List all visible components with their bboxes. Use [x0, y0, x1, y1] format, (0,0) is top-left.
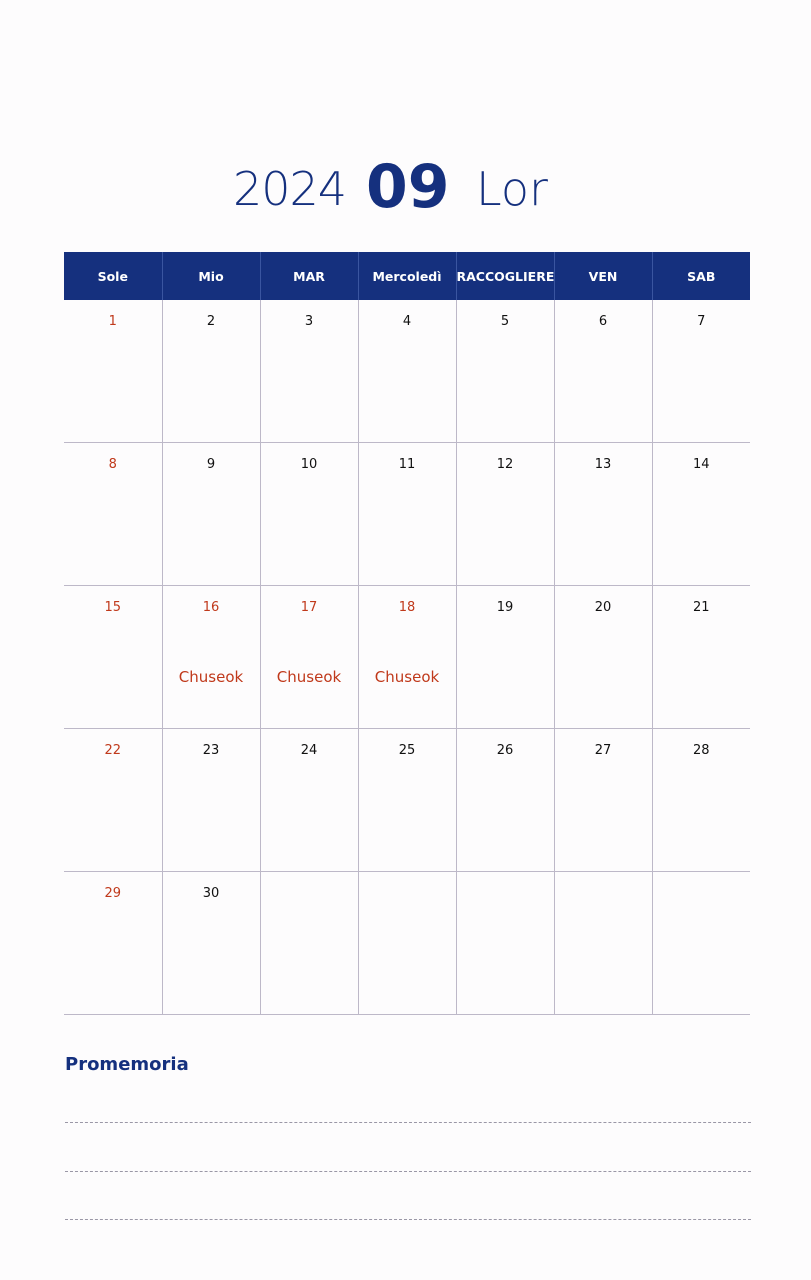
day-cell[interactable]	[456, 300, 554, 443]
week-row	[64, 586, 750, 729]
day-cell[interactable]	[554, 586, 652, 729]
day-cell[interactable]	[358, 586, 456, 729]
day-cell[interactable]	[162, 586, 260, 729]
empty-cell	[358, 872, 456, 1015]
day-number: 21	[692, 600, 710, 615]
day-cell[interactable]	[64, 300, 162, 443]
month-number: 09	[366, 152, 450, 222]
weekday-header: Mercoledì	[358, 252, 456, 300]
weekday-header: VEN	[554, 252, 652, 300]
day-number: 13	[594, 457, 612, 472]
day-number: 6	[598, 314, 608, 329]
weekday-header-row	[64, 252, 750, 300]
empty-cell	[456, 872, 554, 1015]
day-cell[interactable]	[652, 729, 750, 872]
calendar-grid	[64, 252, 750, 1015]
day-number: 18	[398, 600, 416, 615]
memo-line[interactable]	[65, 1219, 751, 1220]
day-number: 16	[202, 600, 220, 615]
calendar-title	[0, 150, 811, 230]
day-cell[interactable]	[64, 729, 162, 872]
holiday-event: Chuseok	[178, 668, 244, 686]
day-number: 26	[496, 743, 514, 758]
day-number: 30	[202, 886, 220, 901]
day-number: 8	[108, 457, 117, 472]
day-cell[interactable]	[456, 729, 554, 872]
day-cell[interactable]	[162, 300, 260, 443]
empty-cell	[554, 872, 652, 1015]
memo-line[interactable]	[65, 1122, 751, 1123]
day-number: 12	[496, 457, 514, 472]
holiday-event: Chuseok	[276, 668, 342, 686]
weekday-header: Sole	[64, 252, 162, 300]
day-cell[interactable]	[64, 872, 162, 1015]
memo-title: Promemoria	[65, 1054, 189, 1075]
day-cell[interactable]	[162, 443, 260, 586]
day-number: 29	[104, 886, 122, 901]
day-cell[interactable]	[652, 443, 750, 586]
day-number: 7	[697, 314, 706, 329]
week-row	[64, 300, 750, 443]
day-cell[interactable]	[554, 443, 652, 586]
day-cell[interactable]	[260, 300, 358, 443]
day-cell[interactable]	[358, 729, 456, 872]
day-number: 23	[202, 743, 220, 758]
memo-line[interactable]	[65, 1171, 751, 1172]
day-number: 1	[108, 314, 117, 329]
day-cell[interactable]	[260, 586, 358, 729]
empty-cell	[260, 872, 358, 1015]
weekday-header: SAB	[652, 252, 750, 300]
day-number: 10	[300, 457, 318, 472]
empty-cell	[652, 872, 750, 1015]
day-number: 27	[594, 743, 612, 758]
day-cell[interactable]	[64, 586, 162, 729]
holiday-event: Chuseok	[374, 668, 440, 686]
day-cell[interactable]	[260, 729, 358, 872]
day-cell[interactable]	[554, 300, 652, 443]
week-row	[64, 729, 750, 872]
day-cell[interactable]	[162, 729, 260, 872]
day-number: 28	[692, 743, 710, 758]
month-name: Lor	[476, 162, 548, 216]
weekday-header: Mio	[162, 252, 260, 300]
day-number: 4	[402, 314, 412, 329]
day-number: 2	[206, 314, 216, 329]
day-number: 9	[206, 457, 216, 472]
weekday-header: RACCOGLIERE	[456, 252, 554, 300]
day-number: 11	[398, 457, 416, 472]
day-number: 20	[594, 600, 612, 615]
day-number: 19	[496, 600, 514, 615]
day-cell[interactable]	[456, 586, 554, 729]
day-number: 22	[104, 743, 122, 758]
day-cell[interactable]	[652, 300, 750, 443]
weekday-header: MAR	[260, 252, 358, 300]
day-number: 5	[500, 314, 510, 329]
day-cell[interactable]	[554, 729, 652, 872]
day-number: 17	[300, 600, 318, 615]
year: 2024	[233, 162, 347, 216]
day-cell[interactable]	[358, 443, 456, 586]
day-number: 25	[398, 743, 416, 758]
day-cell[interactable]	[260, 443, 358, 586]
day-number: 14	[692, 457, 710, 472]
day-cell[interactable]	[162, 872, 260, 1015]
day-cell[interactable]	[358, 300, 456, 443]
day-number: 15	[104, 600, 122, 615]
day-cell[interactable]	[456, 443, 554, 586]
day-number: 3	[304, 314, 314, 329]
day-cell[interactable]	[64, 443, 162, 586]
day-number: 24	[300, 743, 318, 758]
day-cell[interactable]	[652, 586, 750, 729]
week-row	[64, 443, 750, 586]
week-row	[64, 872, 750, 1015]
